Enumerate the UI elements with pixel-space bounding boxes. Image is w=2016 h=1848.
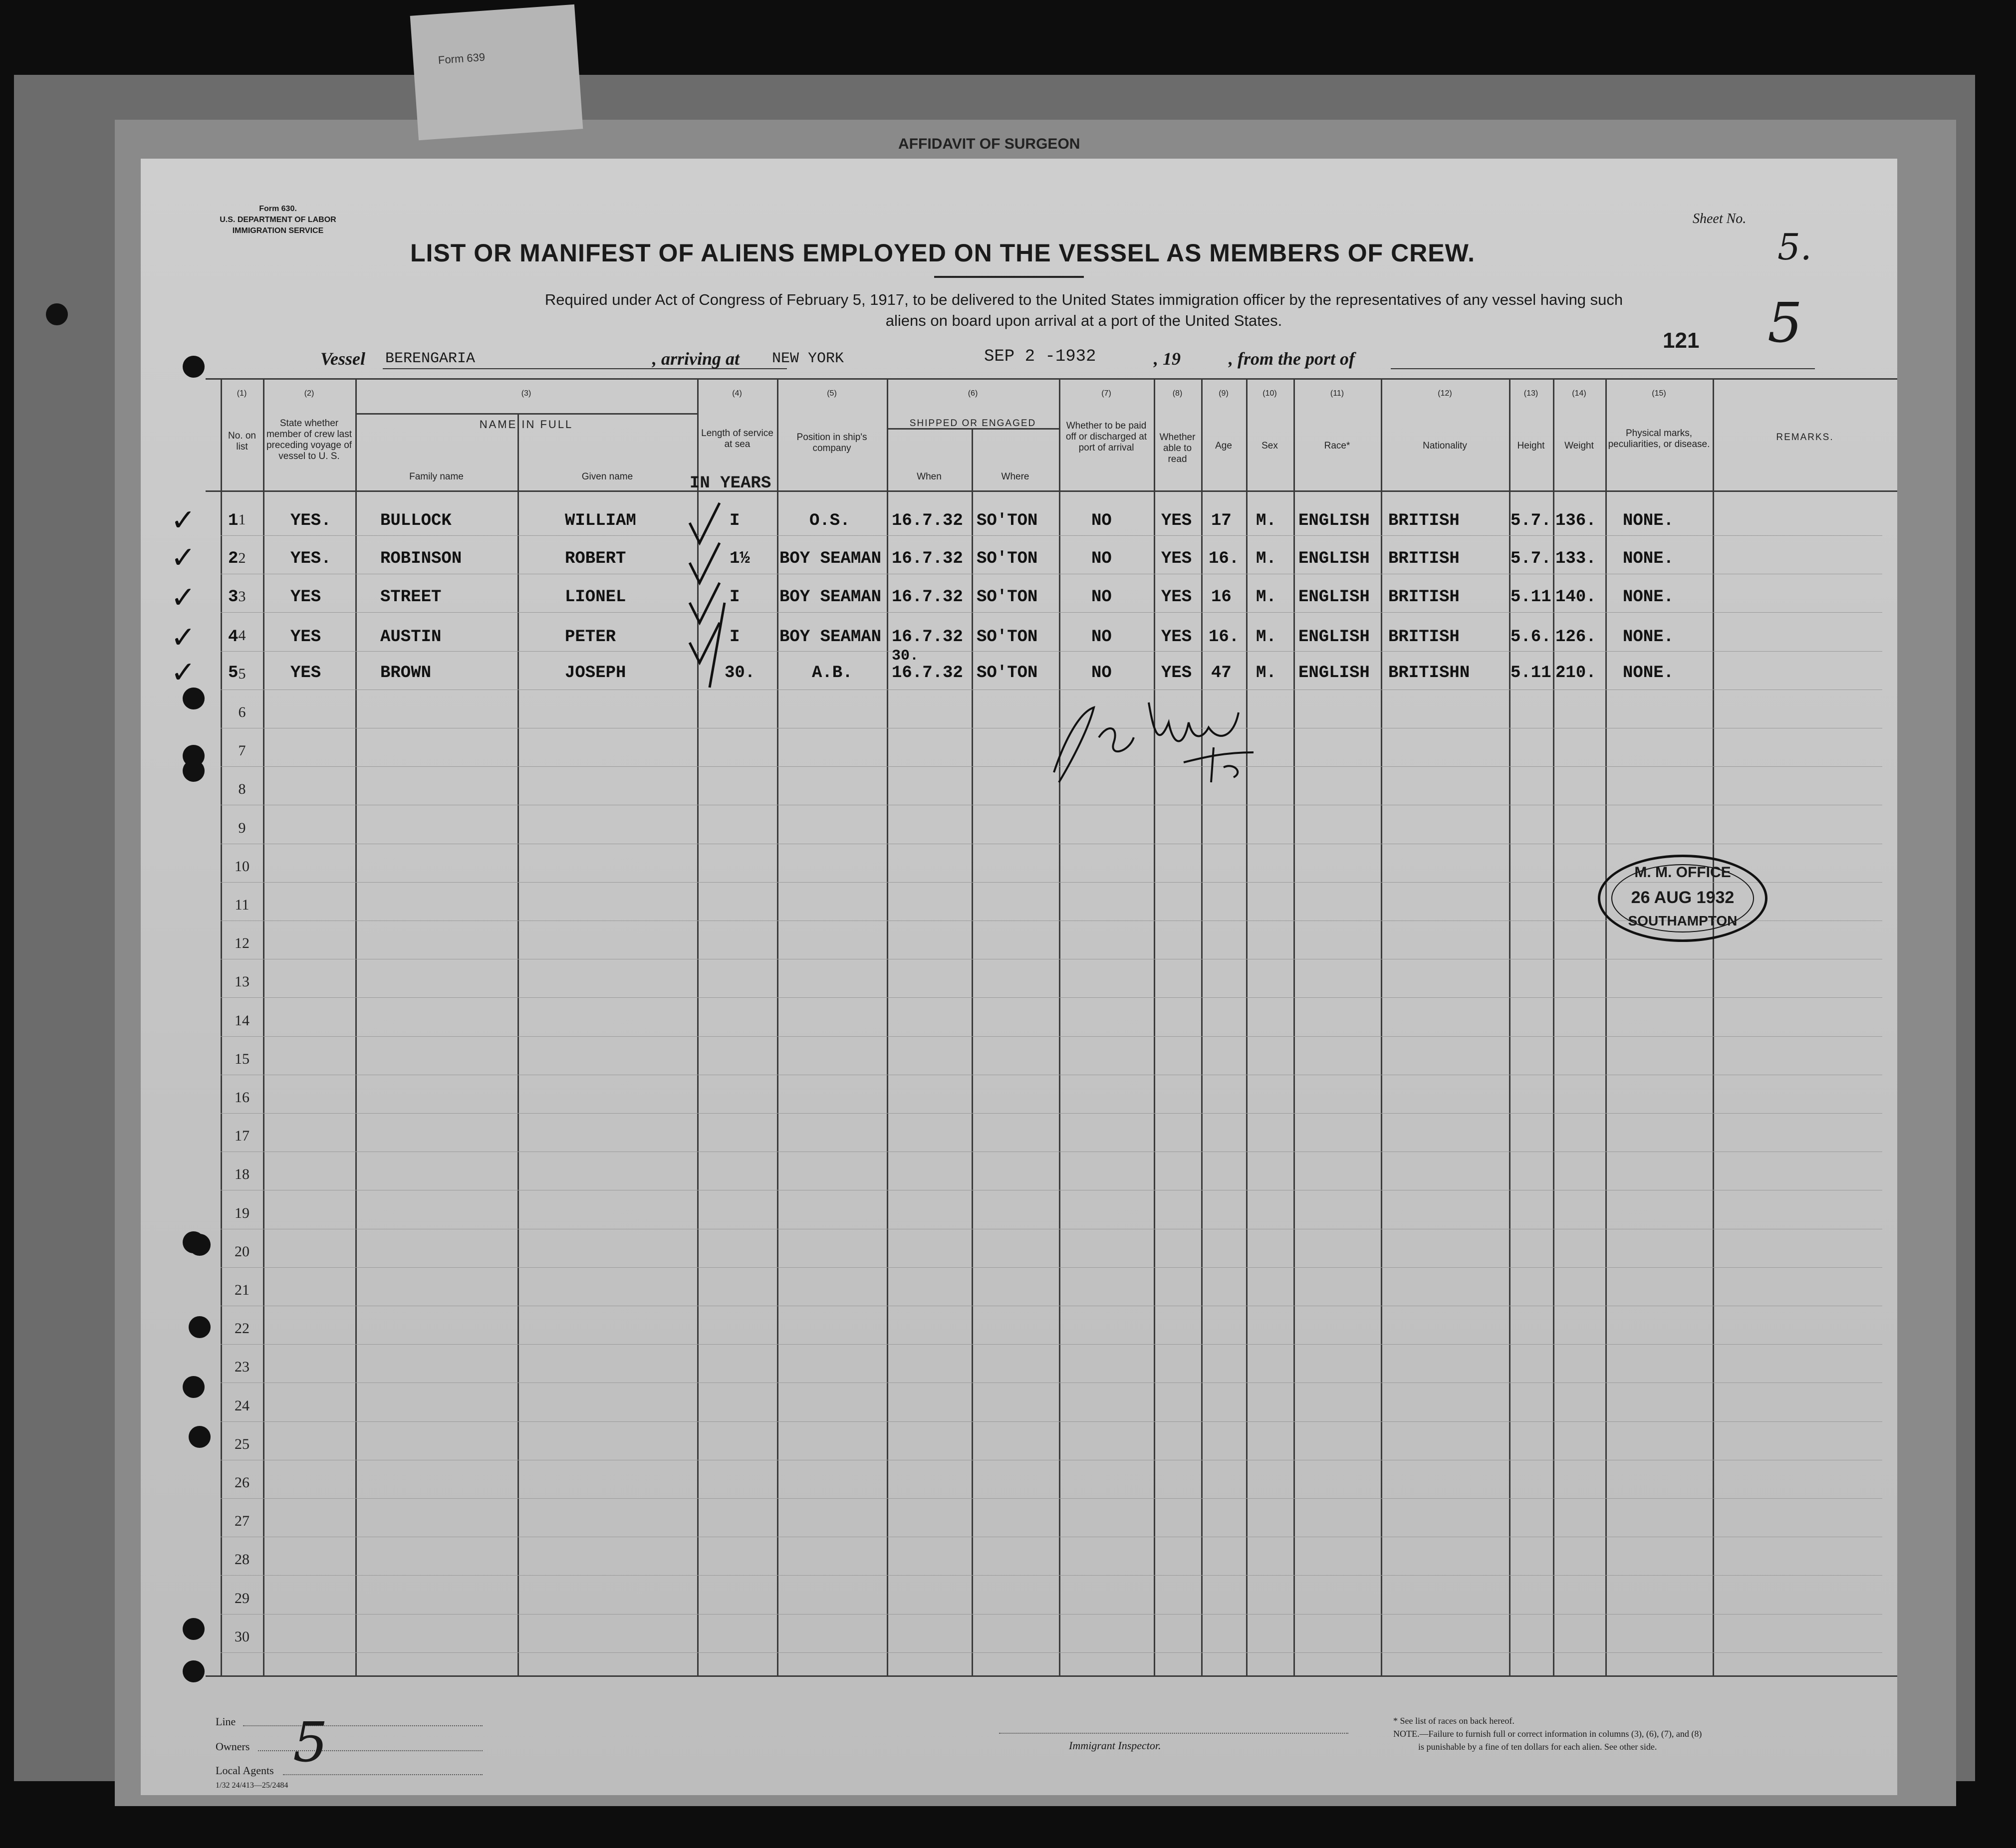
paid-off: NO — [1091, 664, 1112, 683]
punch-hole — [183, 1660, 205, 1682]
height: 5.7. — [1511, 549, 1551, 568]
header-remarks: REMARKS. — [1776, 432, 1834, 443]
title-underline — [934, 276, 1084, 278]
column-divider — [1381, 378, 1382, 1675]
subtitle — [310, 289, 1857, 331]
inspector-field — [999, 1733, 1348, 1734]
paid-off: NO — [1091, 588, 1112, 607]
table-top-border — [206, 378, 1897, 380]
row-number: 28 — [235, 1551, 250, 1568]
form-header-block — [218, 204, 338, 236]
paid-off: NO — [1091, 628, 1112, 647]
colnum: (11) — [1330, 389, 1344, 398]
office-stamp — [1598, 855, 1767, 942]
years: I — [730, 628, 740, 647]
years: I — [730, 511, 740, 530]
row-no: 3 — [228, 588, 239, 607]
row-number: 25 — [235, 1435, 250, 1452]
row-number: 26 — [235, 1474, 250, 1491]
state: YES — [290, 664, 321, 683]
nationality: BRITISH — [1388, 511, 1460, 530]
nationality: BRITISH — [1388, 588, 1460, 607]
line-field — [243, 1725, 483, 1726]
row-number: 20 — [235, 1243, 250, 1260]
handwritten-owners: 5 — [293, 1710, 328, 1774]
years: 1½ — [730, 549, 750, 568]
checkmark-icon: ✓ — [171, 540, 196, 575]
subtitle-line-1: Required under Act of Congress of February 5, 1917, to be delivered to the United States immigration officer by the representatives of any vessel having such — [544, 291, 1623, 308]
family-name: STREET — [380, 588, 442, 607]
checkmark-icon: ✓ — [171, 620, 196, 655]
row-number: 21 — [235, 1282, 250, 1298]
colnum: (12) — [1438, 389, 1452, 398]
able-read: YES — [1161, 664, 1192, 683]
column-divider — [355, 378, 357, 1675]
row-number: 8 — [238, 781, 246, 798]
row-number: 1 — [238, 511, 246, 528]
colnum: (4) — [732, 389, 742, 398]
nationality: BRITISHN — [1388, 664, 1470, 683]
when-note: 30. — [892, 648, 919, 665]
header-position: Position in ship's company — [796, 432, 867, 454]
weight: 136. — [1555, 511, 1596, 530]
row-number: 16 — [235, 1089, 250, 1106]
position: A.B. — [812, 664, 853, 683]
row-number: 6 — [238, 704, 246, 720]
where: SO'TON — [977, 628, 1038, 647]
form-tab-label: Form 639 — [438, 50, 486, 67]
state: YES — [290, 588, 321, 607]
note-fine: is punishable by a fine of ten dollars for each alien. See other side. — [1418, 1742, 1657, 1752]
row-rule — [221, 1421, 1882, 1422]
colnum: (8) — [1172, 389, 1183, 398]
arrival-date: SEP 2 -1932 — [984, 347, 1096, 366]
punch-hole — [189, 1316, 211, 1338]
handwritten-number: 5 — [1767, 291, 1802, 355]
able-read: YES — [1161, 628, 1192, 647]
print-code: 1/32 24/413—25/2484 — [216, 1781, 288, 1790]
checkmark-icon: ✓ — [171, 580, 196, 615]
colnum: (9) — [1219, 389, 1229, 398]
row-number: 19 — [235, 1204, 250, 1221]
row-number: 11 — [235, 897, 250, 913]
arriving-port: NEW YORK — [772, 350, 844, 367]
age: 16. — [1209, 628, 1240, 647]
note-failure: NOTE.—Failure to furnish full or correct information in columns (3), (6), (7), and (8) — [1393, 1729, 1702, 1739]
when: 16.7.32 — [892, 549, 963, 568]
row-rule — [221, 1575, 1882, 1576]
punch-hole — [189, 1426, 211, 1448]
family-name: BROWN — [380, 664, 432, 683]
race: ENGLISH — [1298, 549, 1370, 568]
colnum: (7) — [1101, 389, 1111, 398]
agents-field — [283, 1774, 483, 1775]
header-able-read: Whether able to read — [1159, 432, 1196, 464]
row-rule — [221, 612, 1882, 613]
age: 16. — [1209, 549, 1240, 568]
colnum: (5) — [827, 389, 837, 398]
height: 5.7. — [1511, 511, 1551, 530]
position: O.S. — [809, 511, 850, 530]
row-number: 30 — [235, 1628, 250, 1645]
given-name: JOSEPH — [565, 664, 626, 683]
colnum: (3) — [521, 389, 531, 398]
row-number: 18 — [235, 1166, 250, 1183]
when: 16.7.32 — [892, 628, 963, 647]
line-label: Line — [216, 1715, 236, 1728]
row-no: 4 — [228, 628, 239, 647]
given-name: LIONEL — [565, 588, 626, 607]
row-rule — [221, 1267, 1882, 1268]
header-sex: Sex — [1261, 441, 1278, 451]
note-races: * See list of races on back hereof. — [1393, 1716, 1514, 1726]
age: 47 — [1211, 664, 1232, 683]
name-subheader-line — [355, 413, 697, 415]
punch-hole — [183, 356, 205, 378]
column-divider — [263, 378, 264, 1675]
paid-off: NO — [1091, 549, 1112, 568]
colnum: (10) — [1262, 389, 1277, 398]
age: 16 — [1211, 588, 1232, 607]
department-name: U.S. DEPARTMENT OF LABOR — [220, 216, 336, 224]
row-number: 13 — [235, 973, 250, 990]
stamp-top: M. M. OFFICE — [1634, 864, 1731, 881]
row-number: 3 — [238, 588, 246, 605]
sheet-label: Sheet No. — [1693, 211, 1747, 227]
row-number: 22 — [235, 1320, 250, 1337]
sheet-number: 5. — [1777, 226, 1812, 268]
from-port-underline — [1391, 368, 1815, 369]
header-height: Height — [1517, 441, 1545, 451]
from-port-label: , from the port of — [1229, 349, 1355, 369]
colnum: (1) — [237, 389, 247, 398]
punch-hole — [46, 303, 68, 325]
header-race: Race* — [1324, 441, 1350, 451]
column-divider — [1605, 378, 1607, 1675]
race: ENGLISH — [1298, 511, 1370, 530]
state: YES. — [290, 549, 331, 568]
header-age: Age — [1215, 441, 1232, 451]
race: ENGLISH — [1298, 628, 1370, 647]
header-no-on-list: No. on list — [228, 431, 256, 452]
when: 16.7.32 — [892, 664, 963, 683]
header-family-name: Family name — [409, 471, 464, 482]
height: 5.6. — [1511, 628, 1551, 647]
state: YES — [290, 628, 321, 647]
column-divider — [1246, 378, 1248, 1675]
row-no: 5 — [228, 664, 239, 683]
when: 16.7.32 — [892, 588, 963, 607]
row-number: 10 — [235, 858, 250, 875]
manifest-page — [141, 159, 1897, 1795]
checkmark-icon: ✓ — [171, 655, 196, 690]
weight: 140. — [1555, 588, 1596, 607]
header-nationality: Nationality — [1423, 441, 1467, 451]
row-number: 7 — [238, 742, 246, 759]
row-number: 12 — [235, 935, 250, 952]
punch-hole — [183, 688, 205, 709]
colnum: (13) — [1523, 389, 1538, 398]
colnum: (15) — [1652, 389, 1666, 398]
years: 30. — [725, 664, 756, 683]
age: 17 — [1211, 511, 1232, 530]
able-read: YES — [1161, 511, 1192, 530]
marks: NONE. — [1623, 511, 1674, 530]
height: 5.11 — [1511, 588, 1551, 607]
weight: 210. — [1555, 664, 1596, 683]
column-divider — [1553, 378, 1554, 1675]
column-divider — [887, 378, 888, 1675]
given-name: PETER — [565, 628, 616, 647]
family-name: AUSTIN — [380, 628, 442, 647]
marks: NONE. — [1623, 588, 1674, 607]
form-tab — [410, 4, 583, 140]
punch-hole — [183, 1376, 205, 1398]
row-number: 29 — [235, 1590, 250, 1607]
row-no: 1 — [228, 511, 239, 530]
header-where: Where — [1001, 471, 1029, 482]
form-number: Form 630. — [259, 205, 297, 213]
affidavit-label: AFFIDAVIT OF SURGEON — [898, 136, 1080, 152]
column-divider — [1154, 378, 1155, 1675]
paid-off: NO — [1091, 511, 1112, 530]
given-name: ROBERT — [565, 549, 626, 568]
header-length-service: Length of service at sea — [701, 428, 773, 450]
checkmark-icon: ✓ — [171, 503, 196, 538]
header-state-whether: State whether member of crew last preceding voyage of vessel to U. S. — [266, 418, 352, 462]
sex: M. — [1256, 628, 1276, 647]
row-rule — [221, 997, 1882, 998]
header-weight: Weight — [1564, 441, 1594, 451]
nationality: BRITISH — [1388, 549, 1460, 568]
nationality: BRITISH — [1388, 628, 1460, 647]
colnum: (2) — [304, 389, 314, 398]
race: ENGLISH — [1298, 588, 1370, 607]
marks: NONE. — [1623, 628, 1674, 647]
position: BOY SEAMAN — [779, 588, 882, 607]
row-rule — [221, 651, 1882, 652]
owners-field — [258, 1750, 483, 1751]
header-bottom-border — [206, 490, 1897, 492]
height: 5.11 — [1511, 664, 1551, 683]
sex: M. — [1256, 511, 1276, 530]
years: I — [730, 588, 740, 607]
when: 16.7.32 — [892, 511, 963, 530]
table-bottom-border — [206, 1675, 1897, 1677]
stamp-bottom: SOUTHAMPTON — [1628, 913, 1738, 928]
column-divider — [517, 413, 519, 1675]
row-rule — [221, 1344, 1882, 1345]
header-shipped: SHIPPED OR ENGAGED — [909, 418, 1036, 429]
inspector-label: Immigrant Inspector. — [1069, 1739, 1161, 1752]
able-read: YES — [1161, 588, 1192, 607]
header-in-years: IN YEARS — [690, 474, 771, 493]
row-number: 14 — [235, 1012, 250, 1029]
where: SO'TON — [977, 511, 1038, 530]
row-number: 24 — [235, 1397, 250, 1414]
column-divider — [1059, 378, 1060, 1675]
able-read: YES — [1161, 549, 1192, 568]
list-number: 121 — [1663, 328, 1700, 353]
column-divider — [1713, 378, 1714, 1675]
subtitle-line-2: aliens on board upon arrival at a port of the United States. — [885, 312, 1282, 329]
row-number: 15 — [235, 1050, 250, 1067]
vessel-name: BERENGARIA — [385, 350, 476, 367]
owners-label: Owners — [216, 1740, 250, 1753]
tick-marks — [680, 498, 745, 707]
row-rule — [221, 1498, 1882, 1499]
header-when: When — [917, 471, 942, 482]
row-rule — [221, 1036, 1882, 1037]
column-divider — [1201, 378, 1203, 1675]
race: ENGLISH — [1298, 664, 1370, 683]
header-name-in-full: NAME IN FULL — [479, 418, 573, 431]
row-rule — [221, 1614, 1882, 1615]
position: BOY SEAMAN — [779, 628, 882, 647]
vessel-label: Vessel — [320, 349, 365, 369]
row-no: 2 — [228, 549, 239, 568]
colnum: (14) — [1572, 389, 1586, 398]
column-divider — [1509, 378, 1511, 1675]
header-physical: Physical marks, peculiarities, or disease. — [1608, 428, 1710, 450]
family-name: ROBINSON — [380, 549, 462, 568]
year-label: , 19 — [1154, 349, 1181, 369]
sex: M. — [1256, 549, 1276, 568]
agents-label: Local Agents — [216, 1764, 274, 1777]
row-number: 4 — [238, 627, 246, 644]
inspector-signature — [1034, 683, 1293, 797]
arriving-label: , arriving at — [652, 349, 740, 369]
punch-hole — [183, 1618, 205, 1640]
service-name: IMMIGRATION SERVICE — [232, 227, 324, 235]
family-name: BULLOCK — [380, 511, 452, 530]
row-number: 27 — [235, 1513, 250, 1530]
state: YES. — [290, 511, 331, 530]
column-divider — [1293, 378, 1295, 1675]
column-divider — [972, 428, 973, 1675]
row-number: 17 — [235, 1128, 250, 1145]
row-rule — [221, 1652, 1882, 1653]
page-title: LIST OR MANIFEST OF ALIENS EMPLOYED ON THE VESSEL AS MEMBERS OF CREW. — [410, 239, 1475, 267]
header-paid-off: Whether to be paid off or discharged at port of arrival — [1065, 421, 1147, 453]
sex: M. — [1256, 664, 1276, 683]
header-given-name: Given name — [581, 471, 633, 482]
row-number: 5 — [238, 665, 246, 682]
row-rule — [221, 535, 1882, 536]
where: SO'TON — [977, 664, 1038, 683]
sex: M. — [1256, 588, 1276, 607]
marks: NONE. — [1623, 549, 1674, 568]
footer-notes — [1393, 1714, 1702, 1753]
row-number: 23 — [235, 1359, 250, 1376]
row-number: 9 — [238, 819, 246, 836]
stamp-date: 26 AUG 1932 — [1631, 888, 1735, 907]
given-name: WILLIAM — [565, 511, 636, 530]
weight: 126. — [1555, 628, 1596, 647]
position: BOY SEAMAN — [779, 549, 882, 568]
where: SO'TON — [977, 588, 1038, 607]
weight: 133. — [1555, 549, 1596, 568]
marks: NONE. — [1623, 664, 1674, 683]
punch-hole — [189, 1234, 211, 1256]
column-divider — [777, 378, 778, 1675]
row-number: 2 — [238, 550, 246, 567]
row-rule — [221, 1113, 1882, 1114]
colnum: (6) — [968, 389, 978, 398]
punch-hole — [183, 760, 205, 782]
where: SO'TON — [977, 549, 1038, 568]
